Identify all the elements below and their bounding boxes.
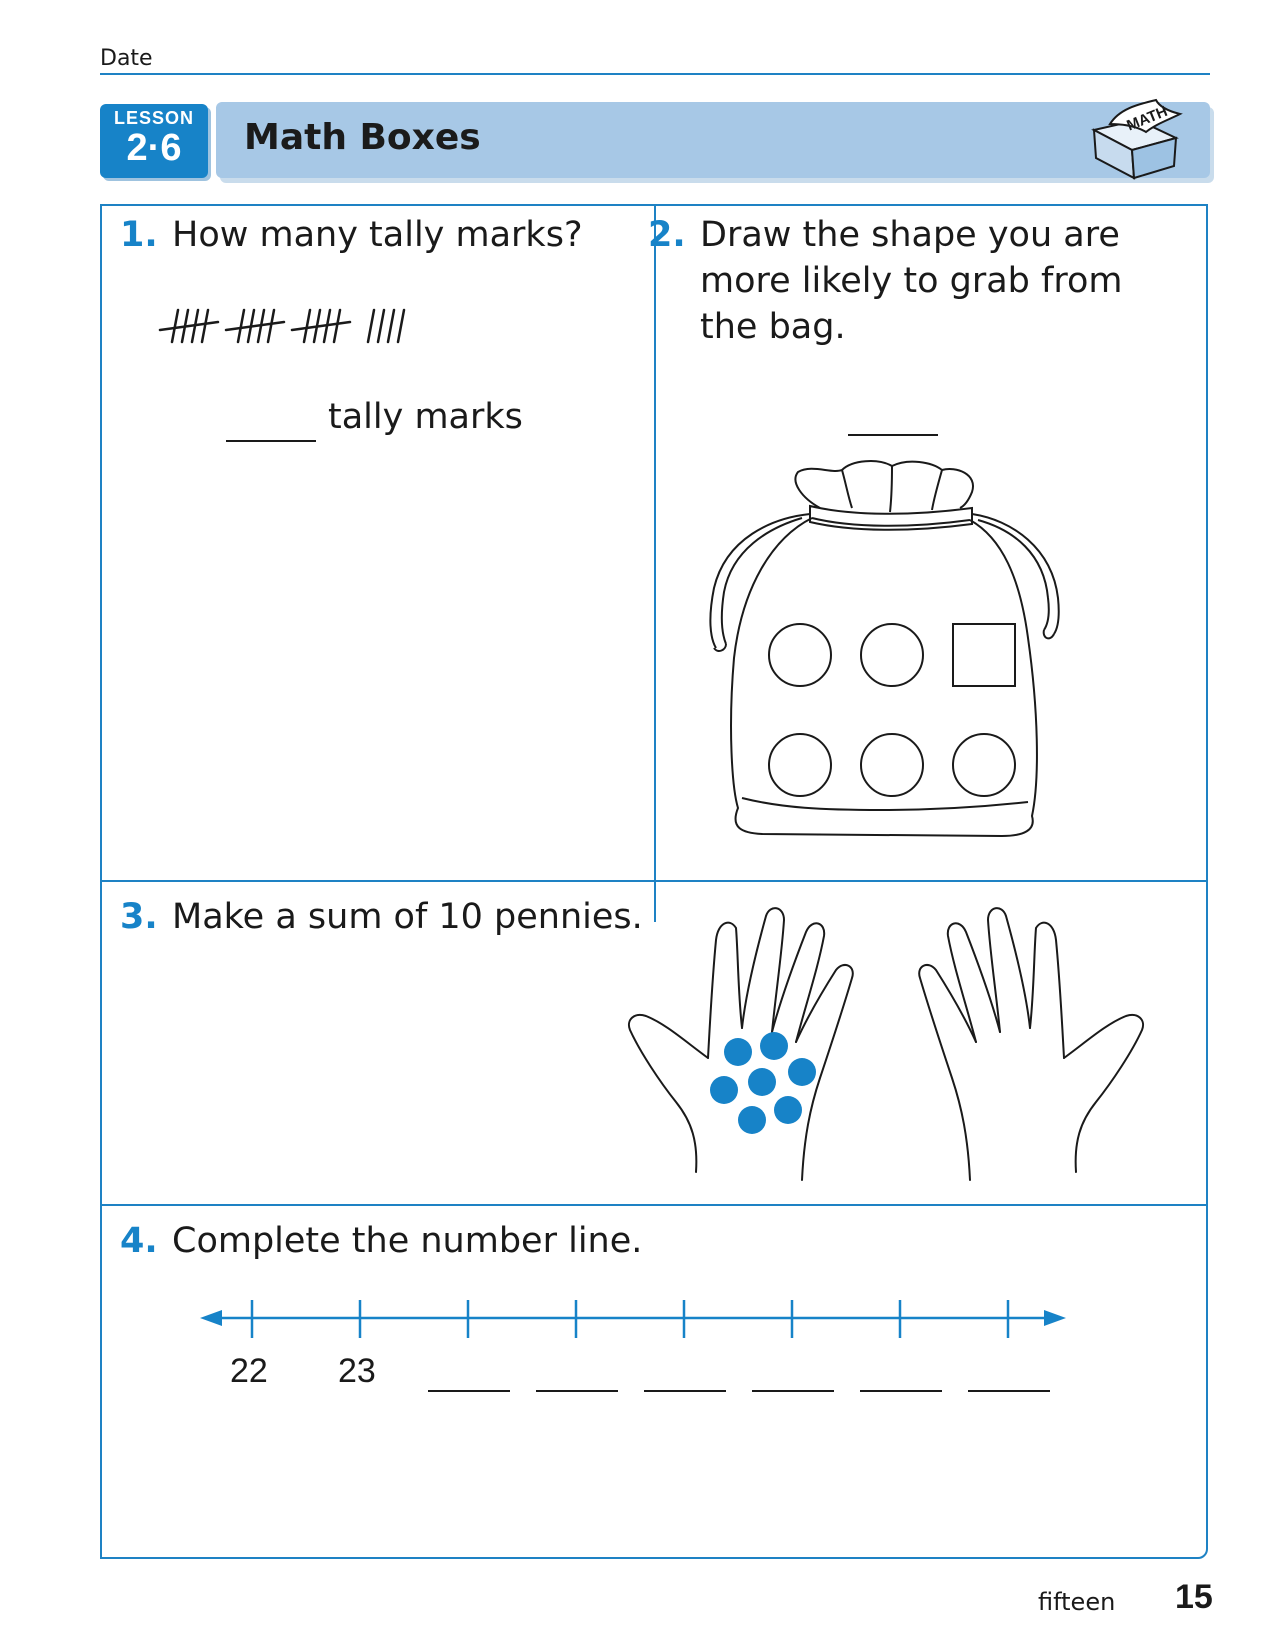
penny-2 (760, 1032, 788, 1060)
tally-group-3 (292, 310, 350, 342)
date-rule (100, 73, 1210, 75)
problem-4 (120, 1218, 642, 1264)
problem-3-number: 3. (120, 897, 158, 937)
date-label: Date (100, 46, 153, 71)
math-box-logo (1080, 90, 1190, 182)
box-divider-1 (102, 880, 1206, 882)
bag-square (953, 624, 1015, 686)
page-number: 15 (1175, 1578, 1213, 1616)
bag-circle-3 (769, 734, 831, 796)
bag-circle-1 (769, 624, 831, 686)
problem-3-prompt: Make a sum of 10 pennies. (172, 897, 643, 937)
number-line-blank-5[interactable] (860, 1374, 942, 1392)
tally-group-1 (160, 310, 218, 342)
math-boxes-grid (100, 204, 1208, 1559)
penny-1 (724, 1038, 752, 1066)
number-line-blank-4[interactable] (752, 1374, 834, 1392)
problem-2-number: 2. (648, 215, 686, 255)
problem-1 (120, 212, 640, 258)
problem-2-answer-blank[interactable] (848, 416, 938, 436)
lesson-word: LESSON (113, 108, 194, 128)
problem-1-answer-label: tally marks (328, 397, 523, 437)
hands-illustration (626, 902, 1146, 1186)
number-line (198, 1296, 1078, 1356)
tally-marks (158, 302, 428, 352)
number-line-blank-2[interactable] (536, 1374, 618, 1392)
problem-1-number: 1. (120, 215, 158, 255)
penny-6 (774, 1096, 802, 1124)
number-line-blank-1[interactable] (428, 1374, 510, 1392)
penny-5 (748, 1068, 776, 1096)
problem-4-number: 4. (120, 1221, 158, 1261)
page-title: Math Boxes (244, 117, 481, 158)
penny-4 (710, 1076, 738, 1104)
title-bar (216, 102, 1210, 178)
problem-4-prompt: Complete the number line. (172, 1221, 643, 1261)
penny-7 (738, 1106, 766, 1134)
number-line-label-23: 23 (338, 1352, 376, 1390)
page-number-word: fifteen (1038, 1588, 1116, 1616)
problem-2 (648, 212, 1168, 350)
lesson-number: 2·6 (126, 127, 182, 169)
bag-circle-2 (861, 624, 923, 686)
problem-3 (120, 894, 643, 940)
bag-circle-4 (861, 734, 923, 796)
penny-3 (788, 1058, 816, 1086)
number-line-blank-6[interactable] (968, 1374, 1050, 1392)
problem-1-answer-blank[interactable] (226, 394, 316, 442)
problem-2-prompt: Draw the shape you are more likely to grab from the bag. (700, 215, 1123, 347)
lesson-tab (100, 104, 208, 178)
problem-1-prompt: How many tally marks? (172, 215, 583, 255)
number-line-label-22: 22 (230, 1352, 268, 1390)
box-divider-2 (102, 1204, 1206, 1206)
tally-group-2 (226, 310, 284, 342)
bag-circle-5 (953, 734, 1015, 796)
logo-text: MATH (1124, 102, 1170, 135)
tally-singles (368, 310, 404, 342)
pennies-group (710, 1032, 816, 1134)
problem-1-answer-row (226, 394, 523, 442)
drawstring-bag (702, 458, 1082, 848)
number-line-blank-3[interactable] (644, 1374, 726, 1392)
